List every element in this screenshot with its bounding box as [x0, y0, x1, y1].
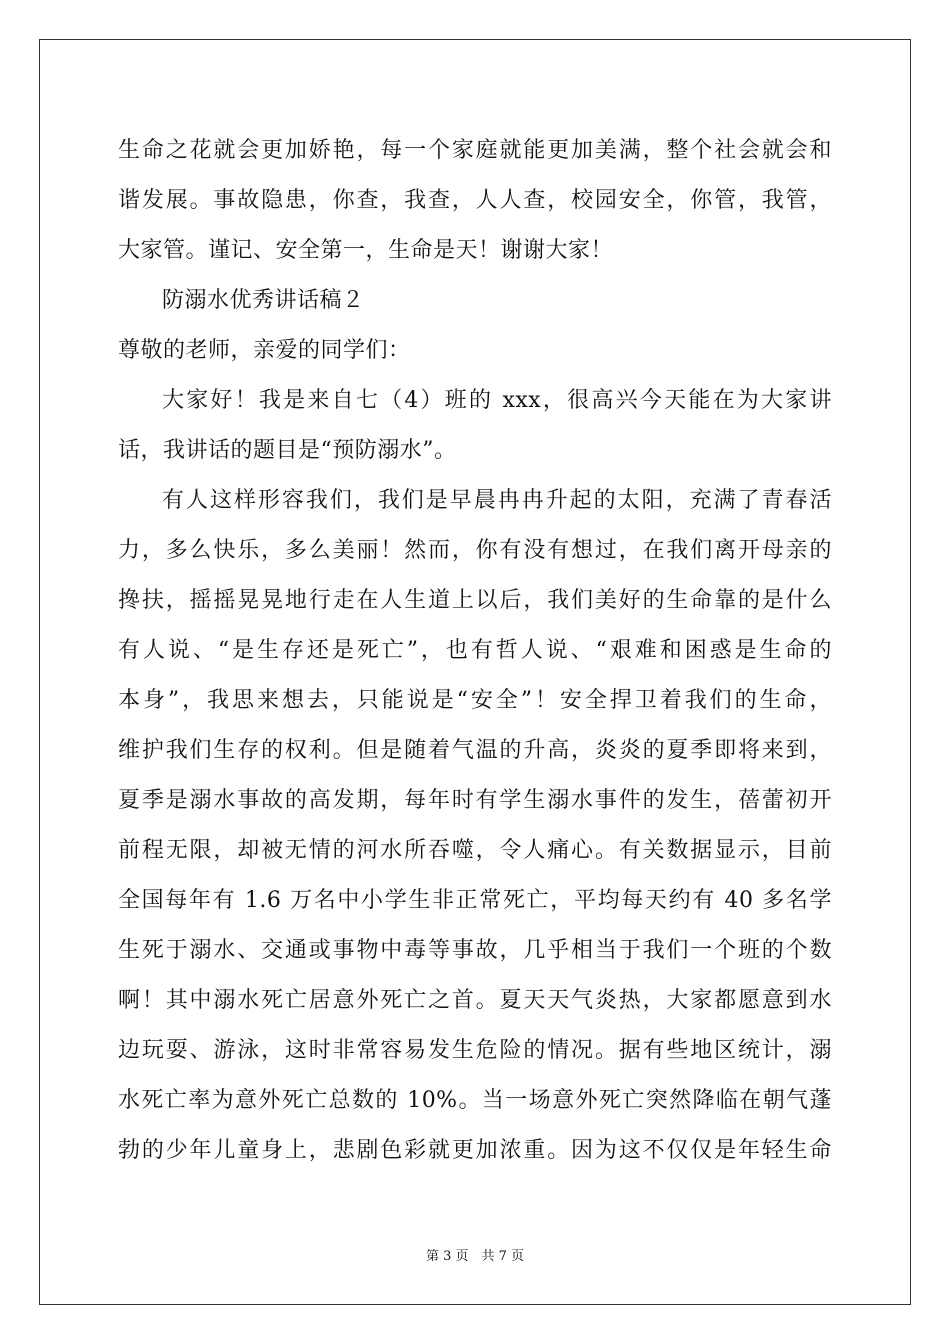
page-number: 第 3 页 共 7 页: [425, 1249, 525, 1264]
text-line: 大家管。谨记、安全第一，生命是天！谢谢大家！: [118, 238, 614, 263]
text-line: 有人这样形容我们，我们是早晨冉冉升起的太阳，充满了青春活: [162, 488, 832, 513]
text-line: 谐发展。事故隐患，你查，我查，人人查，校园安全，你管，我管，: [118, 188, 832, 213]
text-line: 维护我们生存的权利。但是随着气温的升高，炎炎的夏季即将来到，: [118, 738, 832, 763]
text-line: 边玩耍、游泳，这时非常容易发生危险的情况。据有些地区统计，溺: [118, 1038, 832, 1063]
text-line: 生死于溺水、交通或事物中毒等事故，几乎相当于我们一个班的个数: [118, 938, 832, 963]
text-line: 水死亡率为意外死亡总数的 10%。当一场意外死亡突然降临在朝气蓬: [118, 1088, 832, 1113]
section-heading: 防溺水优秀讲话稿２: [162, 288, 365, 313]
salutation: 尊敬的老师，亲爱的同学们：: [118, 338, 411, 363]
text-line: 搀扶，摇摇晃晃地行走在人生道上以后，我们美好的生命靠的是什么: [118, 588, 832, 613]
text-line: 大家好！我是来自七（4）班的 xxx，很高兴今天能在为大家讲: [162, 388, 832, 413]
text-line: 有人说、“是生存还是死亡”，也有哲人说、“艰难和困惑是生命的: [118, 638, 832, 663]
text-line: 夏季是溺水事故的高发期，每年时有学生溺水事件的发生，蓓蕾初开: [118, 788, 832, 813]
text-line: 前程无限，却被无情的河水所吞噬，令人痛心。有关数据显示，目前: [118, 838, 832, 863]
text-line: 全国每年有 1.6 万名中小学生非正常死亡，平均每天约有 40 多名学: [118, 888, 832, 913]
text-line: 生命之花就会更加娇艳，每一个家庭就能更加美满，整个社会就会和: [118, 138, 832, 163]
text-line: 勃的少年儿童身上，悲剧色彩就更加浓重。因为这不仅仅是年轻生命: [118, 1138, 832, 1163]
text-line: 力，多么快乐，多么美丽！然而，你有没有想过，在我们离开母亲的: [118, 538, 832, 563]
text-line: 啊！其中溺水死亡居意外死亡之首。夏天天气炎热，大家都愿意到水: [118, 988, 832, 1013]
text-line: 话，我讲话的题目是“预防溺水”。: [118, 438, 457, 463]
text-line: 本身”，我思来想去，只能说是“安全”！安全捍卫着我们的生命，: [118, 688, 832, 713]
